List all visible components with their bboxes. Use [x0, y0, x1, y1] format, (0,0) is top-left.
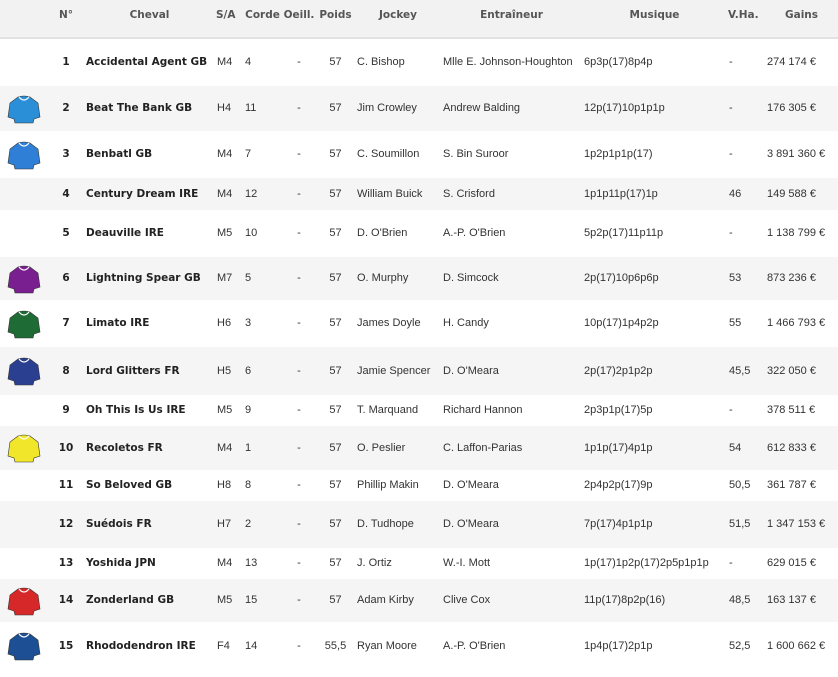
blinkers-cell: - [297, 364, 301, 377]
header-jockey[interactable]: Jockey [355, 0, 441, 38]
sex-age-cell: H8 [217, 479, 232, 491]
form-music-cell: 2p(17)2p1p2p [584, 364, 653, 377]
weight-cell: 57 [329, 479, 342, 491]
handicap-value-cell: - [729, 557, 733, 569]
runner-number-cell: 8 [62, 364, 70, 377]
silk-cell [0, 38, 48, 86]
trainer-cell[interactable]: Richard Hannon [443, 404, 523, 416]
runner-number-cell: 3 [62, 148, 70, 160]
blinkers-cell: - [297, 594, 301, 606]
blinkers-cell: - [297, 479, 301, 491]
runner-number-cell: 7 [62, 317, 70, 329]
jockey-cell[interactable]: D. O'Brien [357, 227, 408, 239]
jockey-cell[interactable]: D. Tudhope [357, 518, 414, 530]
sex-age-cell: M4 [217, 56, 233, 68]
table-row[interactable] [0, 38, 838, 86]
table-row[interactable] [0, 622, 838, 670]
table-row[interactable] [0, 178, 838, 210]
weight-cell: 57 [329, 227, 342, 239]
earnings-cell: 1 138 799 € [767, 227, 826, 239]
draw-cell: 7 [245, 148, 252, 160]
silk-cell [0, 548, 48, 579]
sex-age-cell: M5 [217, 594, 233, 606]
runner-number-cell: 11 [58, 479, 74, 491]
draw-cell: 6 [245, 364, 252, 377]
jockey-cell[interactable]: Phillip Makin [357, 479, 419, 491]
silk-cell [0, 579, 48, 622]
weight-cell: 57 [329, 272, 342, 284]
horse-name-cell[interactable]: Lightning Spear GB [86, 272, 201, 284]
weight-cell: 57 [329, 364, 342, 377]
weight-cell: 57 [329, 594, 342, 606]
draw-cell: 5 [245, 272, 252, 284]
handicap-value-cell: 54 [729, 441, 742, 454]
draw-cell: 4 [245, 56, 252, 68]
jockey-cell[interactable]: T. Marquand [357, 404, 419, 416]
jockey-silk-icon [7, 631, 41, 661]
earnings-cell: 378 511 € [767, 404, 816, 416]
table-row[interactable] [0, 548, 838, 579]
jockey-silk-icon [7, 94, 41, 124]
horse-name-cell[interactable]: Century Dream IRE [86, 187, 199, 200]
handicap-value-cell: 51,5 [729, 518, 751, 530]
earnings-cell: 322 050 € [767, 364, 816, 377]
silk-cell [0, 86, 48, 131]
trainer-cell[interactable]: S. Crisford [443, 187, 495, 200]
horse-name-cell[interactable]: Rhododendron IRE [86, 639, 196, 652]
blinkers-cell: - [297, 404, 301, 416]
table-row[interactable] [0, 426, 838, 470]
jockey-cell[interactable]: O. Murphy [357, 272, 409, 284]
silk-cell [0, 501, 48, 548]
handicap-value-cell: 45,5 [729, 364, 751, 377]
horse-name-cell[interactable]: Beat The Bank GB [86, 102, 193, 114]
horse-name-cell[interactable]: Benbatl GB [86, 148, 153, 160]
trainer-cell[interactable]: D. O'Meara [443, 479, 499, 491]
jockey-cell[interactable]: Jamie Spencer [357, 364, 431, 377]
weight-cell: 57 [329, 56, 342, 68]
draw-cell: 3 [245, 317, 252, 329]
earnings-cell: 1 600 662 € [767, 639, 826, 652]
jockey-cell[interactable]: O. Peslier [357, 441, 406, 454]
header-oeill[interactable]: Oeill. [282, 0, 316, 38]
jockey-cell[interactable]: William Buick [357, 187, 423, 200]
blinkers-cell: - [297, 518, 301, 530]
blinkers-cell: - [297, 639, 301, 652]
silk-cell [0, 395, 48, 426]
horse-name-cell[interactable]: Lord Glitters FR [86, 364, 180, 377]
jockey-cell[interactable]: Ryan Moore [357, 639, 417, 652]
draw-cell: 9 [245, 404, 252, 416]
draw-cell: 15 [245, 594, 258, 606]
runner-number-cell: 9 [62, 404, 70, 416]
header-gains[interactable]: Gains [765, 0, 838, 38]
handicap-value-cell: 50,5 [729, 479, 751, 491]
blinkers-cell: - [297, 272, 301, 284]
draw-cell: 14 [245, 639, 258, 652]
header-num[interactable]: N° [48, 0, 84, 38]
jockey-cell[interactable]: C. Bishop [357, 56, 405, 68]
earnings-cell: 149 588 € [767, 187, 816, 200]
silk-cell [0, 210, 48, 257]
handicap-value-cell: 52,5 [729, 639, 751, 652]
runner-number-cell: 4 [62, 187, 70, 200]
horse-name-cell[interactable]: Zonderland GB [86, 594, 175, 606]
horse-name-cell[interactable]: Suédois FR [86, 518, 152, 530]
earnings-cell: 873 236 € [767, 272, 816, 284]
weight-cell: 57 [329, 148, 342, 160]
draw-cell: 1 [245, 441, 252, 454]
blinkers-cell: - [297, 227, 301, 239]
table-row[interactable] [0, 579, 838, 622]
draw-cell: 12 [245, 187, 258, 200]
horse-name-cell[interactable]: Yoshida JPN [86, 557, 156, 569]
header-corde[interactable]: Corde [243, 0, 282, 38]
form-music-cell: 1p(17)1p2p(17)2p5p1p1p [584, 557, 709, 569]
earnings-cell: 163 137 € [767, 594, 816, 606]
jockey-cell[interactable]: C. Soumillon [357, 148, 420, 160]
header-silk [0, 0, 48, 38]
silk-cell [0, 131, 48, 178]
runner-number-cell: 10 [58, 441, 74, 454]
table-row[interactable] [0, 395, 838, 426]
runner-number-cell: 1 [62, 56, 70, 68]
silk-cell [0, 178, 48, 210]
jockey-silk-icon [7, 140, 41, 170]
blinkers-cell: - [297, 557, 301, 569]
horse-name-cell[interactable]: Limato IRE [86, 317, 150, 329]
sex-age-cell: H5 [217, 364, 232, 377]
sex-age-cell: H6 [217, 317, 232, 329]
handicap-value-cell: 48,5 [729, 594, 751, 606]
header-poids[interactable]: Poids [316, 0, 355, 38]
silk-cell [0, 622, 48, 670]
form-music-cell: 1p1p(17)4p1p [584, 441, 653, 454]
form-music-cell: 5p2p(17)11p11p [584, 227, 664, 239]
earnings-cell: 612 833 € [767, 441, 816, 454]
weight-cell: 57 [329, 317, 342, 329]
trainer-cell[interactable]: Andrew Balding [443, 102, 521, 114]
trainer-cell[interactable]: D. O'Meara [443, 364, 499, 377]
blinkers-cell: - [297, 148, 301, 160]
trainer-cell[interactable]: C. Laffon-Parias [443, 441, 523, 454]
weight-cell: 55,5 [324, 639, 347, 652]
horse-name-cell[interactable]: Oh This Is Us IRE [86, 404, 186, 416]
form-music-cell: 2p(17)10p6p6p [584, 272, 659, 284]
header-sa[interactable]: S/A [215, 0, 243, 38]
horse-name-cell[interactable]: Deauville IRE [86, 227, 164, 239]
header-music[interactable]: Musique [582, 0, 727, 38]
horse-name-cell[interactable]: Accidental Agent GB [86, 56, 208, 68]
trainer-cell[interactable]: Clive Cox [443, 594, 491, 606]
blinkers-cell: - [297, 102, 301, 114]
runner-number-cell: 12 [58, 518, 74, 530]
draw-cell: 11 [245, 102, 257, 114]
earnings-cell: 176 305 € [767, 102, 816, 114]
earnings-cell: 274 174 € [767, 56, 816, 68]
draw-cell: 8 [245, 479, 252, 491]
handicap-value-cell: - [729, 404, 733, 416]
trainer-cell[interactable]: D. Simcock [443, 272, 499, 284]
form-music-cell: 2p4p2p(17)9p [584, 479, 653, 491]
handicap-value-cell: 53 [729, 272, 742, 284]
trainer-cell[interactable]: A.-P. O'Brien [443, 227, 506, 239]
draw-cell: 2 [245, 518, 252, 530]
form-music-cell: 7p(17)4p1p1p [584, 518, 653, 530]
earnings-cell: 361 787 € [767, 479, 816, 491]
table-row[interactable] [0, 470, 838, 501]
jockey-cell[interactable]: James Doyle [357, 317, 421, 329]
trainer-cell[interactable]: A.-P. O'Brien [443, 639, 506, 652]
earnings-cell: 3 891 360 € [767, 148, 826, 160]
header-horse[interactable]: Cheval [84, 0, 215, 38]
blinkers-cell: - [297, 56, 301, 68]
earnings-cell: 1 347 153 € [767, 518, 826, 530]
horse-name-cell[interactable]: Recoletos FR [86, 441, 163, 454]
sex-age-cell: M4 [217, 441, 233, 454]
silk-cell [0, 300, 48, 347]
form-music-cell: 2p3p1p(17)5p [584, 404, 653, 416]
header-row [0, 0, 838, 38]
weight-cell: 57 [329, 102, 342, 114]
silk-cell [0, 470, 48, 501]
runner-number-cell: 6 [62, 272, 70, 284]
runner-number-cell: 5 [62, 227, 70, 239]
jockey-silk-icon [7, 309, 41, 339]
sex-age-cell: H7 [217, 518, 232, 530]
runner-number-cell: 13 [58, 557, 74, 569]
horse-name-cell[interactable]: So Beloved GB [86, 479, 173, 491]
sex-age-cell: M5 [217, 404, 233, 416]
runner-number-cell: 15 [58, 639, 74, 652]
sex-age-cell: M7 [217, 272, 233, 284]
sex-age-cell: M4 [217, 557, 233, 569]
runner-number-cell: 2 [62, 102, 70, 114]
jockey-cell[interactable]: Adam Kirby [357, 594, 414, 606]
trainer-cell[interactable]: Mlle E. Johnson-Houghton [443, 56, 573, 68]
jockey-silk-icon [7, 356, 41, 386]
table-row[interactable] [0, 300, 838, 347]
form-music-cell: 12p(17)10p1p1p [584, 102, 665, 114]
header-trainer[interactable]: Entraîneur [441, 0, 582, 38]
sex-age-cell: M4 [217, 187, 233, 200]
weight-cell: 57 [329, 187, 342, 200]
handicap-value-cell: - [729, 227, 733, 239]
table-row[interactable] [0, 257, 838, 300]
jockey-silk-icon [7, 264, 41, 294]
earnings-cell: 629 015 € [767, 557, 816, 569]
table-row[interactable] [0, 86, 838, 131]
table-row[interactable] [0, 501, 838, 548]
runner-number-cell: 14 [58, 594, 74, 606]
header-vha[interactable]: V.Ha. [727, 0, 765, 38]
trainer-cell[interactable]: S. Bin Suroor [443, 148, 509, 160]
draw-cell: 13 [245, 557, 258, 569]
weight-cell: 57 [329, 404, 342, 416]
sex-age-cell: F4 [217, 639, 230, 652]
handicap-value-cell: - [729, 102, 733, 114]
handicap-value-cell: 55 [729, 317, 742, 329]
table-row[interactable] [0, 347, 838, 395]
jockey-cell[interactable]: Jim Crowley [357, 102, 417, 114]
silk-cell [0, 347, 48, 395]
sex-age-cell: M4 [217, 148, 233, 160]
handicap-value-cell: - [729, 56, 733, 68]
form-music-cell: 1p4p(17)2p1p [584, 639, 653, 652]
form-music-cell: 11p(17)8p2p(16) [584, 594, 666, 606]
blinkers-cell: - [297, 187, 301, 200]
table-row[interactable] [0, 210, 838, 257]
blinkers-cell: - [297, 441, 301, 454]
blinkers-cell: - [297, 317, 301, 329]
silk-cell [0, 257, 48, 300]
form-music-cell: 1p1p11p(17)1p [584, 187, 658, 200]
handicap-value-cell: - [729, 148, 733, 160]
draw-cell: 10 [245, 227, 258, 239]
weight-cell: 57 [329, 518, 342, 530]
silk-cell [0, 426, 48, 470]
form-music-cell: 1p2p1p1p(17) [584, 148, 653, 160]
jockey-silk-icon [7, 433, 41, 463]
form-music-cell: 6p3p(17)8p4p [584, 56, 653, 68]
form-music-cell: 10p(17)1p4p2p [584, 317, 659, 329]
earnings-cell: 1 466 793 € [767, 317, 826, 329]
sex-age-cell: H4 [217, 102, 232, 114]
weight-cell: 57 [329, 557, 342, 569]
handicap-value-cell: 46 [729, 187, 742, 200]
jockey-cell[interactable]: J. Ortiz [357, 557, 392, 569]
trainer-cell[interactable]: H. Candy [443, 317, 489, 329]
sex-age-cell: M5 [217, 227, 233, 239]
weight-cell: 57 [329, 441, 342, 454]
jockey-silk-icon [7, 586, 41, 616]
trainer-cell[interactable]: D. O'Meara [443, 518, 499, 530]
table-row[interactable] [0, 131, 838, 178]
trainer-cell[interactable]: W.-I. Mott [443, 557, 491, 569]
